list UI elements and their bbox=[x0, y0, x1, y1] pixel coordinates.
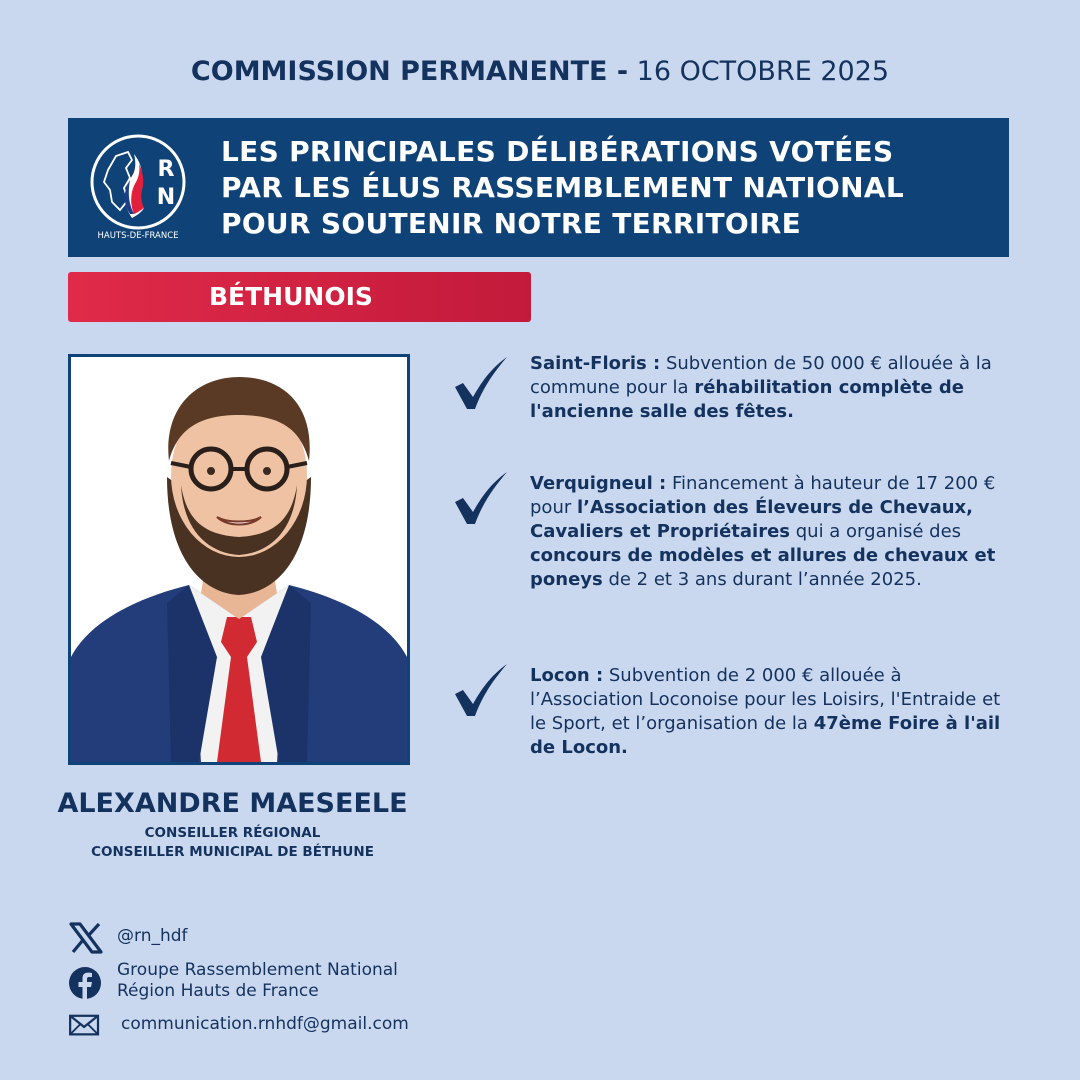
facebook-page[interactable] bbox=[117, 960, 398, 1002]
mail-icon bbox=[68, 1013, 102, 1039]
region-badge bbox=[68, 272, 531, 322]
portrait-photo bbox=[68, 354, 410, 765]
item-text bbox=[530, 664, 1010, 760]
headline-banner bbox=[68, 118, 1009, 257]
item-text bbox=[530, 352, 1010, 424]
x-icon bbox=[68, 922, 104, 954]
item-highlight: concours de modèles et allures de chevaux et poneys bbox=[530, 545, 996, 590]
item-highlight: l’Association des Éleveurs de Chevaux, Cavaliers et Propriétaires bbox=[530, 497, 974, 542]
banner-line-3: POUR SOUTENIR NOTRE TERRITOIRE bbox=[221, 207, 802, 240]
item-body: Financement à hauteur de 17 200 € pour bbox=[530, 473, 996, 518]
facebook-line-1: Groupe Rassemblement National bbox=[117, 960, 398, 980]
banner-line-1: LES PRINCIPALES DÉLIBÉRATIONS VOTÉES bbox=[221, 135, 894, 168]
item-body: de 2 et 3 ans durant l’année 2025. bbox=[602, 569, 922, 590]
title-date: 16 OCTOBRE 2025 bbox=[636, 56, 890, 87]
item-text bbox=[530, 472, 1010, 592]
facebook-icon bbox=[68, 966, 104, 1002]
person-role-1: CONSEILLER RÉGIONAL bbox=[144, 825, 321, 841]
item-place: Verquigneul : bbox=[530, 473, 667, 494]
rn-flame-logo-icon bbox=[86, 130, 190, 242]
item-highlight: réhabilitation complète de l'ancienne salle des fêtes. bbox=[530, 377, 964, 422]
item-body: qui a organisé des bbox=[790, 521, 962, 542]
banner-headline bbox=[221, 134, 1001, 242]
portrait-illustration bbox=[71, 357, 407, 762]
logo-initial-n: N bbox=[156, 185, 176, 210]
person-name: ALEXANDRE MAESEELE bbox=[57, 788, 408, 819]
logo-ring-text: HAUTS-DE-FRANCE bbox=[97, 231, 179, 241]
person-role-2: CONSEILLER MUNICIPAL DE BÉTHUNE bbox=[91, 844, 374, 860]
email-address[interactable]: communication.rnhdf@gmail.com bbox=[121, 1014, 409, 1034]
check-icon bbox=[453, 664, 509, 716]
facebook-line-2: Région Hauts de France bbox=[117, 981, 319, 1001]
banner-line-2: PAR LES ÉLUS RASSEMBLEMENT NATIONAL bbox=[221, 171, 905, 204]
check-icon bbox=[453, 357, 509, 409]
item-body: Subvention de 50 000 € allouée à la commune pour la bbox=[530, 353, 992, 398]
page-title bbox=[0, 56, 1080, 87]
item-body: Subvention de 2 000 € allouée à l’Association Loconoise pour les Loisirs, l'Entraide et le Sport, et l’organisation de la bbox=[530, 665, 1001, 734]
item-place: Locon : bbox=[530, 665, 604, 686]
check-icon bbox=[453, 472, 509, 524]
region-label: BÉTHUNOIS bbox=[209, 282, 373, 311]
logo-initial-r: R bbox=[157, 157, 175, 182]
title-bold: COMMISSION PERMANENTE - bbox=[190, 56, 629, 87]
item-place: Saint-Floris : bbox=[530, 353, 661, 374]
x-handle[interactable]: @rn_hdf bbox=[117, 926, 188, 946]
item-highlight: 47ème Foire à l'ail de Locon. bbox=[530, 713, 1001, 758]
